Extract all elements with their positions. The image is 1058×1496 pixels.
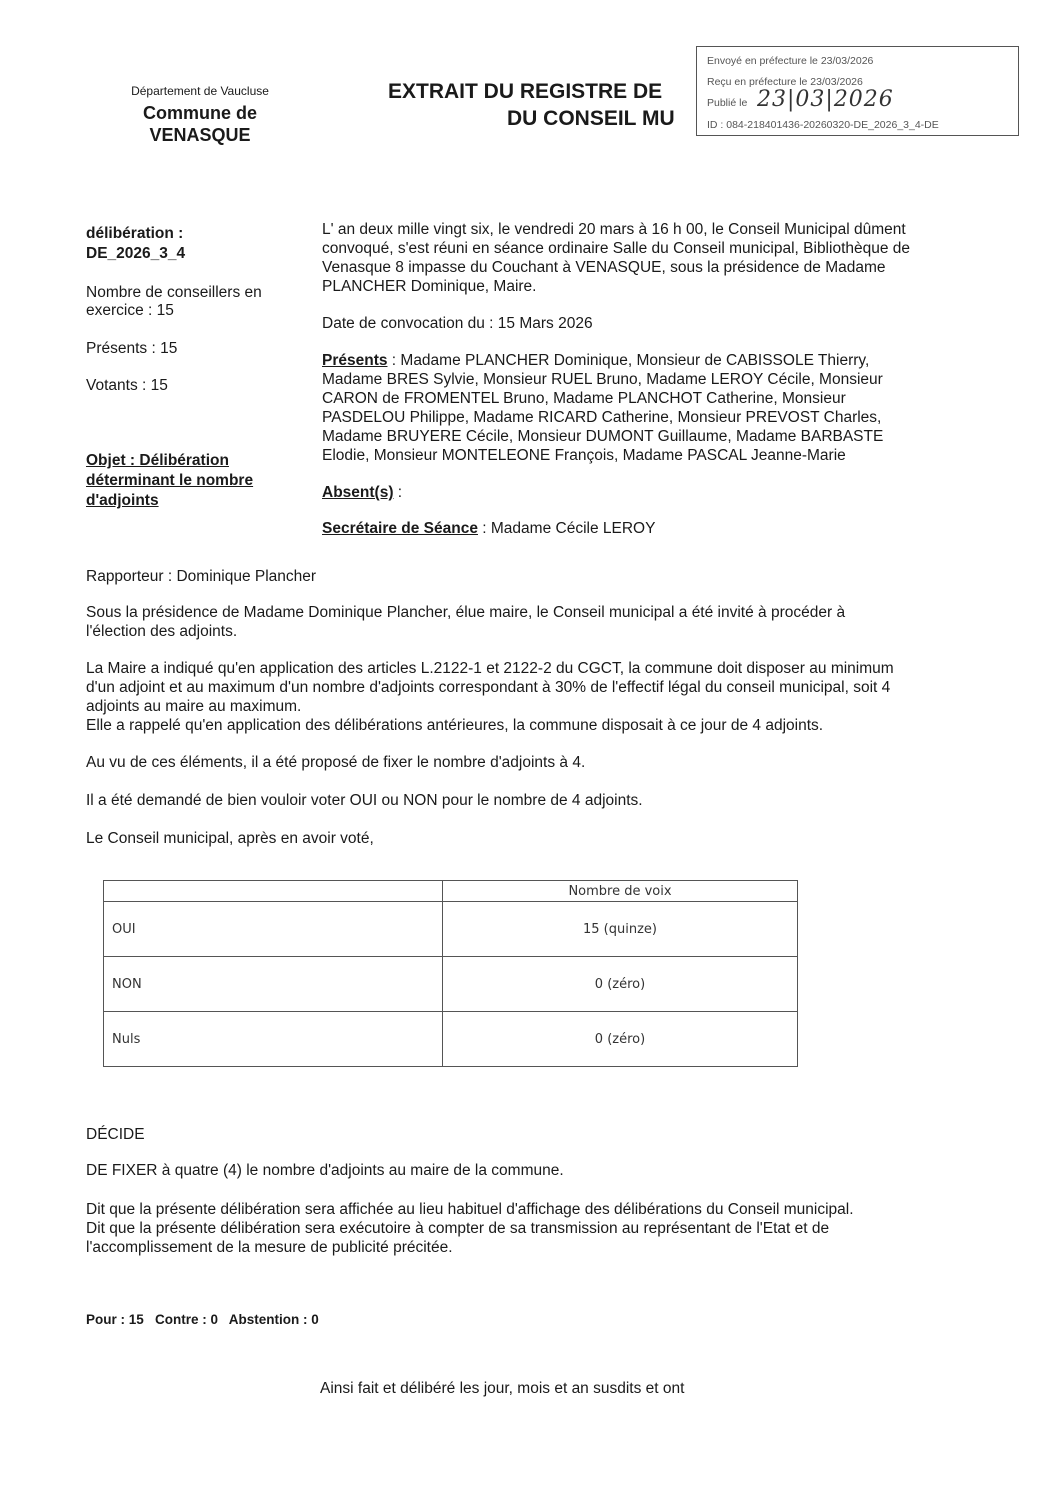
- prefecture-stamp: [696, 46, 1019, 136]
- secretary-label: Secrétaire de Séance: [322, 520, 478, 537]
- meeting-line: convoqué, s'est réuni en séance ordinaire Salle du Conseil municipal, Bibliothèque de: [322, 240, 911, 257]
- councillors-line-1: Nombre de conseillers en: [86, 284, 262, 301]
- meeting-line: Venasque 8 impasse du Couchant à VENASQUE, sous la présidence de Madame: [322, 259, 886, 276]
- paragraph-line: d'un adjoint et au maximum d'un nombre d'adjoints correspondant à 30% de l'effectif légal du conseil municipal, soit 4: [86, 679, 891, 696]
- present-line: Elodie, Monsieur MONTELEONE François, Madame PASCAL Jeanne-Marie: [322, 447, 846, 464]
- meeting-intro: [322, 220, 910, 296]
- present-line: Madame BRES Sylvie, Monsieur RUEL Bruno, Madame LEROY Cécile, Monsieur: [322, 371, 883, 388]
- paragraph-5: Le Conseil municipal, après en avoir voté,: [86, 830, 374, 847]
- present-line: CARON de FROMENTEL Bruno, Madame PLANCHOT Catherine, Monsieur: [322, 390, 846, 407]
- convocation-date: Date de convocation du : 15 Mars 2026: [322, 315, 593, 332]
- object-line-1: Objet : Délibération: [86, 452, 229, 469]
- present-line: PASDELOU Philippe, Madame RICARD Catherine, Monsieur PREVOST Charles,: [322, 409, 882, 426]
- decision-2-3: [86, 1200, 854, 1257]
- absent-label: Absent(s): [322, 484, 394, 501]
- decision-line: l'accomplissement de la mesure de publicité précitée.: [86, 1239, 453, 1256]
- commune-line-2: VENASQUE: [149, 125, 251, 145]
- table-header-empty: [104, 881, 443, 902]
- object-line-2: déterminant le nombre: [86, 472, 254, 489]
- rapporteur: Rapporteur : Dominique Plancher: [86, 568, 317, 585]
- table-header-row: [104, 881, 798, 902]
- vote-label: OUI: [104, 902, 443, 957]
- stamp-published-date: 23|03|2026: [757, 87, 894, 112]
- secretary-value: : Madame Cécile LEROY: [477, 520, 656, 537]
- absent-value: :: [393, 484, 403, 501]
- paragraph-2: [86, 659, 894, 735]
- deliberation-label: délibération :: [86, 225, 184, 242]
- vote-label: Nuls: [104, 1012, 443, 1067]
- decision-line: Dit que la présente délibération sera exécutoire à compter de sa transmission au représentant de l'Etat et de: [86, 1220, 830, 1237]
- present-list: [322, 351, 883, 465]
- meeting-line: PLANCHER Dominique, Maire.: [322, 278, 537, 295]
- councillors-line-2: exercice : 15: [86, 302, 174, 319]
- decision-heading: DÉCIDE: [86, 1126, 145, 1143]
- commune-name: [110, 102, 290, 146]
- table-header-votes: Nombre de voix: [443, 881, 798, 902]
- present-line: : Madame PLANCHER Dominique, Monsieur de CABISSOLE Thierry,: [387, 352, 870, 369]
- stamp-received: Reçu en préfecture le 23/03/2026: [707, 76, 863, 88]
- paragraph-line: La Maire a indiqué qu'en application des articles L.2122-1 et 2122-2 du CGCT, la commune doit disposer au minimum: [86, 660, 894, 677]
- document-title-line-2: DU CONSEIL MU: [507, 107, 675, 130]
- vote-value: 15 (quinze): [443, 902, 798, 957]
- object-line-3: d'adjoints: [86, 492, 159, 509]
- present-line: Madame BRUYERE Cécile, Monsieur DUMONT Guillaume, Madame BARBASTE: [322, 428, 884, 445]
- present-label: Présents: [322, 352, 388, 369]
- votes-table: [103, 880, 798, 1067]
- department-name: Département de Vaucluse: [131, 84, 269, 98]
- meeting-line: L' an deux mille vingt six, le vendredi 20 mars à 16 h 00, le Conseil Municipal dûment: [322, 221, 906, 238]
- stamp-sent: Envoyé en préfecture le 23/03/2026: [707, 55, 874, 67]
- closing-statement: Ainsi fait et délibéré les jour, mois et an susdits et ont: [320, 1380, 685, 1397]
- paragraph-3: Au vu de ces éléments, il a été proposé de fixer le nombre d'adjoints à 4.: [86, 754, 586, 771]
- paragraph-4: Il a été demandé de bien vouloir voter OUI ou NON pour le nombre de 4 adjoints.: [86, 792, 643, 809]
- table-row: [104, 957, 798, 1012]
- decision-1: DE FIXER à quatre (4) le nombre d'adjoints au maire de la commune.: [86, 1162, 564, 1179]
- paragraph-1: [86, 603, 845, 641]
- table-row: [104, 1012, 798, 1067]
- present-count: Présents : 15: [86, 340, 178, 357]
- vote-value: 0 (zéro): [443, 1012, 798, 1067]
- vote-value: 0 (zéro): [443, 957, 798, 1012]
- commune-line-1: Commune de: [142, 103, 257, 123]
- table-row: [104, 902, 798, 957]
- vote-label: NON: [104, 957, 443, 1012]
- document-title-line-1: EXTRAIT DU REGISTRE DE: [388, 80, 663, 103]
- absent-line: [322, 483, 402, 502]
- deliberation-id: DE_2026_3_4: [86, 245, 186, 262]
- paragraph-line: Sous la présidence de Madame Dominique Plancher, élue maire, le Conseil municipal a été invité à procéder à: [86, 604, 846, 621]
- voters-count: Votants : 15: [86, 377, 168, 394]
- paragraph-line: Elle a rappelé qu'en application des délibérations antérieures, la commune disposait à ce jour de 4 adjoints.: [86, 717, 824, 734]
- decision-line: Dit que la présente délibération sera affichée au lieu habituel d'affichage des délibérations du Conseil municipal.: [86, 1201, 854, 1218]
- paragraph-line: l'élection des adjoints.: [86, 623, 238, 640]
- stamp-id: ID : 084-218401436-20260320-DE_2026_3_4-DE: [707, 119, 939, 131]
- secretary-line: [322, 519, 655, 538]
- paragraph-line: adjoints au maire au maximum.: [86, 698, 302, 715]
- vote-tally: Pour : 15 Contre : 0 Abstention : 0: [86, 1312, 319, 1327]
- stamp-published-label: Publié le: [707, 97, 748, 109]
